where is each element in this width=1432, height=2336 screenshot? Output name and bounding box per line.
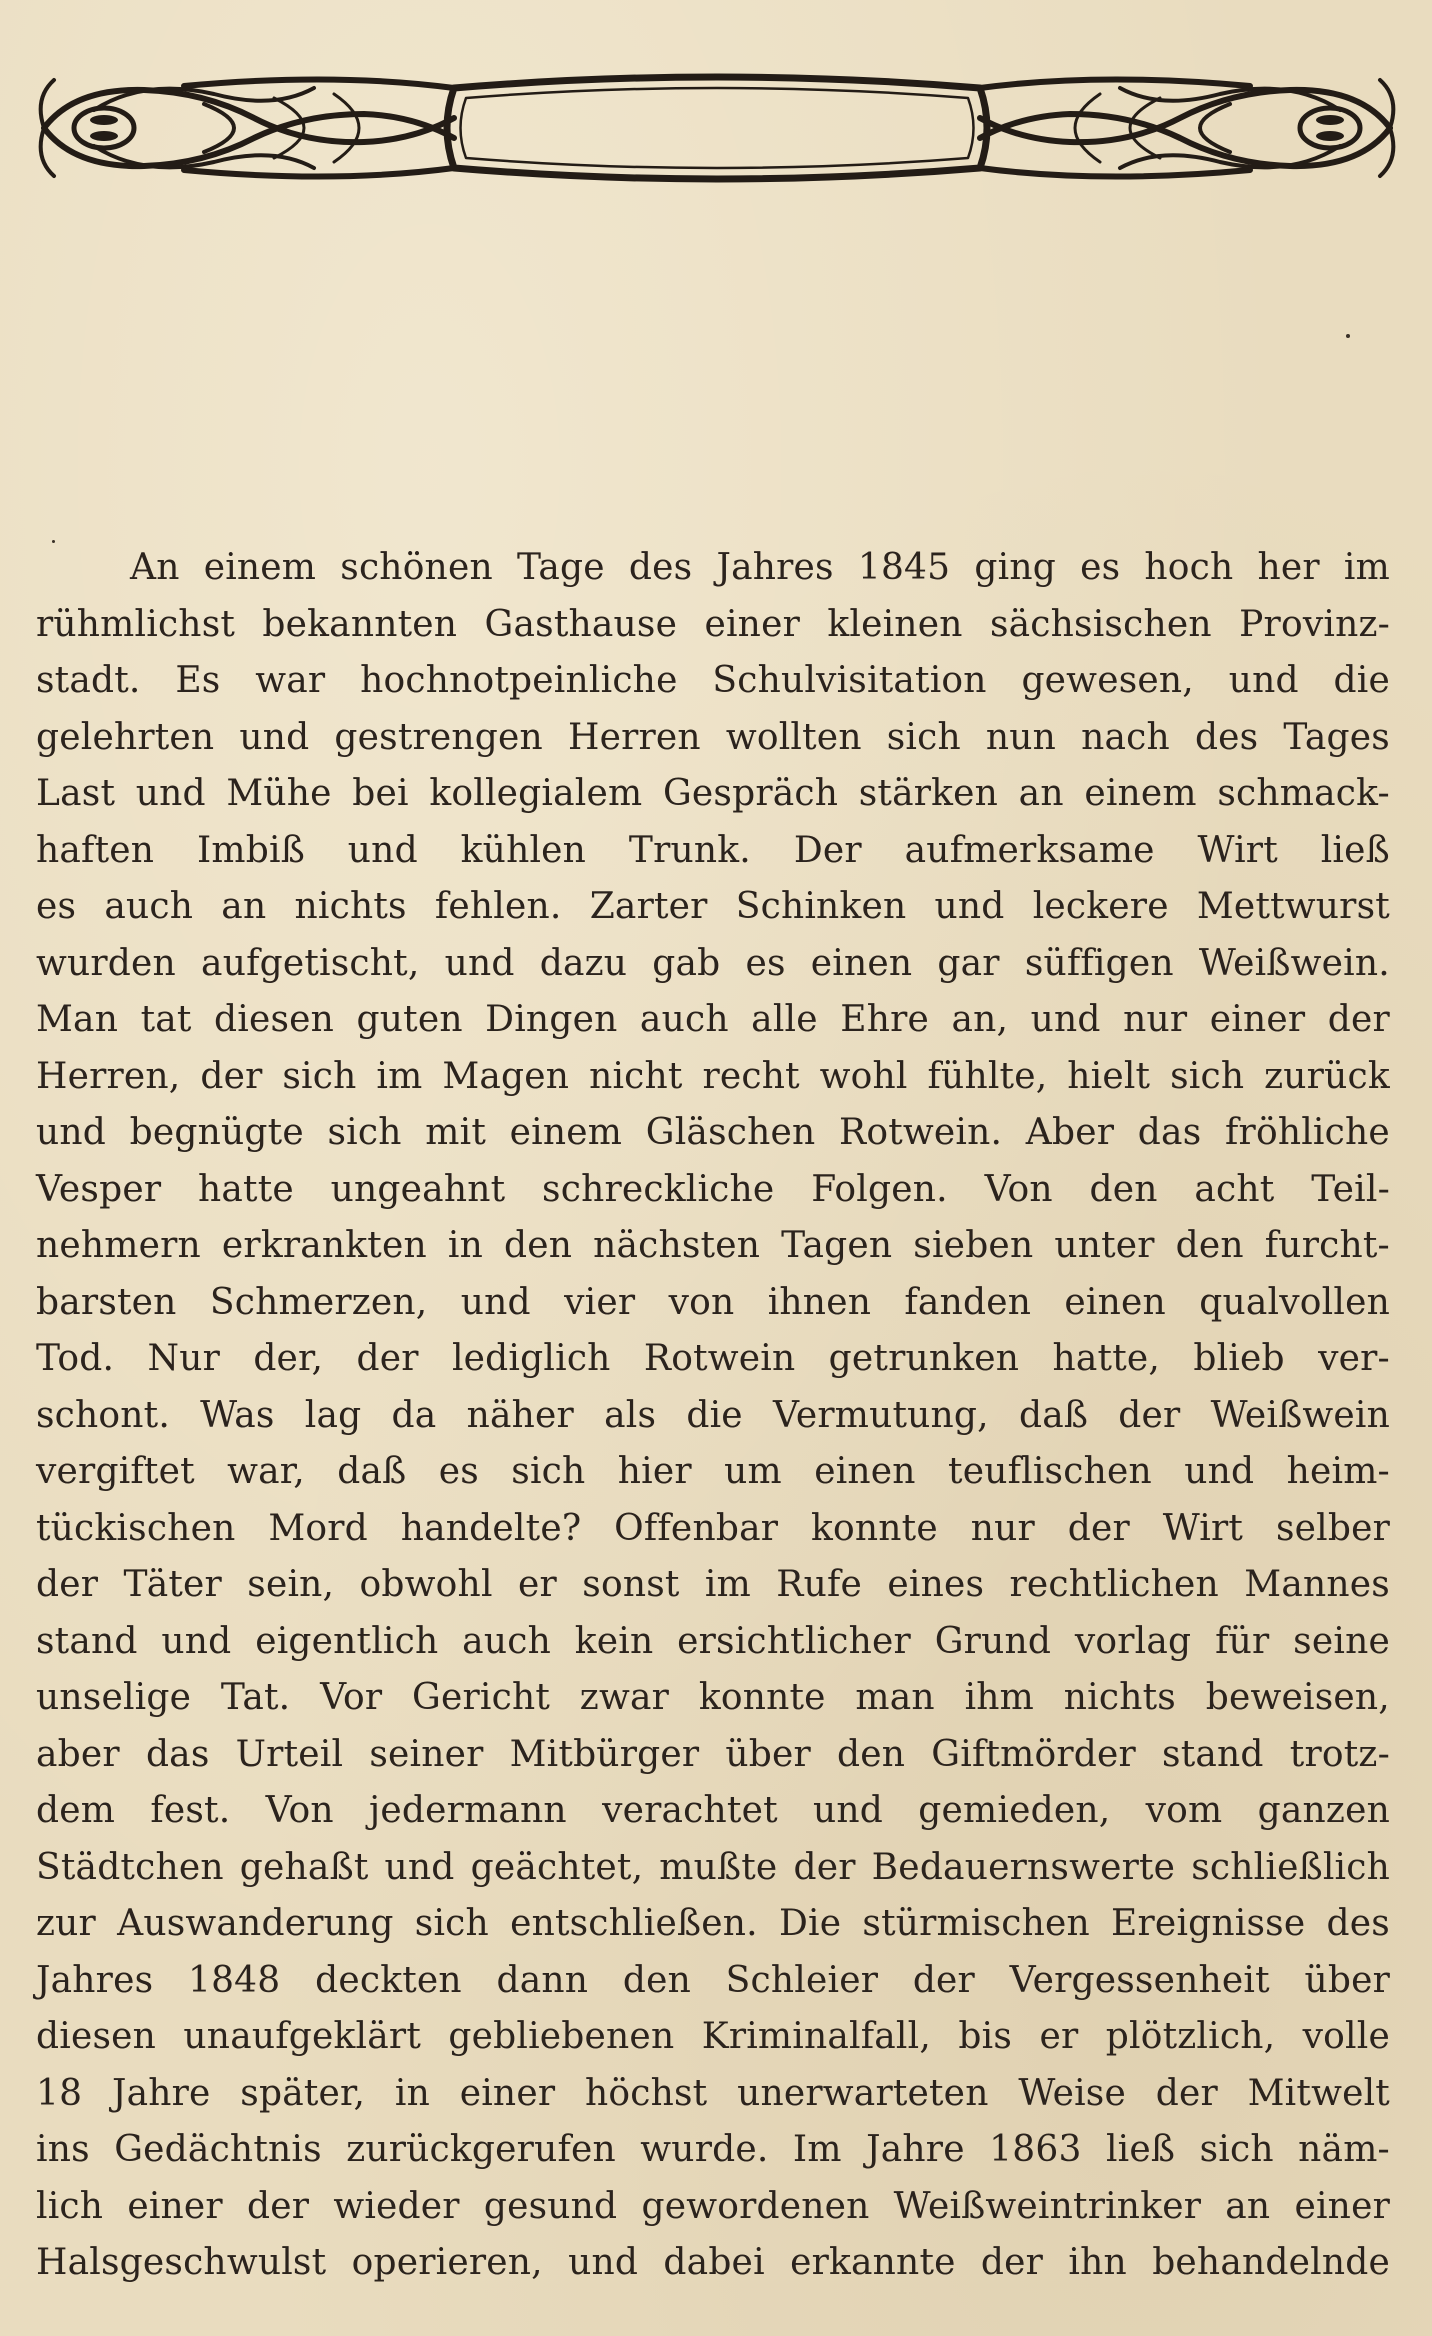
text-line: barsten Schmerzen, und vier von ihnen fanden einen qualvollen: [36, 1281, 1390, 1323]
text-line: dem fest. Von jedermann verachtet und gemieden, vom ganzen: [36, 1790, 1390, 1831]
text-line: Herren, der sich im Magen nicht recht wohl fühlte, hielt sich zurück: [36, 1055, 1390, 1097]
body-paragraph: [36, 540, 1390, 2292]
text-line: An einem schönen Tage des Jahres 1845 ging es hoch her im: [130, 547, 1390, 588]
text-line: zur Auswanderung sich entschließen. Die stürmischen Ereignisse des: [36, 1903, 1390, 1944]
text-line: Man tat diesen guten Dingen auch alle Ehre an, und nur einer der: [36, 999, 1390, 1040]
text-line: rühmlichst bekannten Gasthause einer kleinen sächsischen Provinz-: [36, 603, 1390, 645]
text-line: stand und eigentlich auch kein ersichtlicher Grund vorlag für seine: [36, 1620, 1390, 1662]
text-line: schont. Was lag da näher als die Vermutung, daß der Weißwein: [36, 1394, 1390, 1436]
text-line: und begnügte sich mit einem Gläschen Rotwein. Aber das fröhliche: [36, 1112, 1390, 1153]
text-line: der Täter sein, obwohl er sonst im Rufe eines rechtlichen Mannes: [36, 1564, 1390, 1605]
paper-speck: [1346, 334, 1350, 338]
text-line: wurden aufgetischt, und dazu gab es einen gar süffigen Weißwein.: [36, 942, 1390, 984]
text-line: vergiftet war, daß es sich hier um einen teuflischen und heim-: [36, 1451, 1390, 1492]
text-line: tückischen Mord handelte? Offenbar konnte nur der Wirt selber: [36, 1507, 1390, 1549]
text-line: Tod. Nur der, der lediglich Rotwein getrunken hatte, blieb ver-: [36, 1338, 1390, 1379]
text-line: Städtchen gehaßt und geächtet, mußte der Bedauernswerte schließlich: [36, 1846, 1390, 1888]
text-line: Vesper hatte ungeahnt schreckliche Folgen. Von den acht Teil-: [36, 1168, 1390, 1210]
text-line: 18 Jahre später, in einer höchst unerwarteten Weise der Mitwelt: [36, 2072, 1390, 2114]
text-line: es auch an nichts fehlen. Zarter Schinken und leckere Mettwurst: [36, 886, 1390, 927]
text-line: stadt. Es war hochnotpeinliche Schulvisitation gewesen, und die: [36, 660, 1390, 701]
text-line: gelehrten und gestrengen Herren wollten sich nun nach des Tages: [36, 716, 1390, 758]
text-line: ins Gedächtnis zurückgerufen wurde. Im Jahre 1863 ließ sich näm-: [36, 2129, 1390, 2170]
text-line: haften Imbiß und kühlen Trunk. Der aufmerksame Wirt ließ: [36, 829, 1390, 871]
text-line: Halsgeschwulst operieren, und dabei erkannte der ihn behandelnde: [36, 2242, 1390, 2283]
text-line: unselige Tat. Vor Gericht zwar konnte man ihm nichts beweisen,: [36, 1677, 1390, 1718]
text-line: diesen unaufgeklärt gebliebenen Kriminalfall, bis er plötzlich, volle: [36, 2016, 1390, 2057]
text-line: nehmern erkrankten in den nächsten Tagen sieben unter den furcht-: [36, 1225, 1390, 1266]
text-line: Jahres 1848 deckten dann den Schleier der Vergessenheit über: [36, 1959, 1390, 2001]
text-line: Last und Mühe bei kollegialem Gespräch stärken an einem schmack-: [36, 773, 1390, 814]
art-nouveau-headpiece-icon: [34, 58, 1400, 198]
text-line: aber das Urteil seiner Mitbürger über den Giftmörder stand trotz-: [36, 1733, 1390, 1775]
text-line: lich einer der wieder gesund gewordenen Weißweintrinker an einer: [36, 2185, 1390, 2227]
